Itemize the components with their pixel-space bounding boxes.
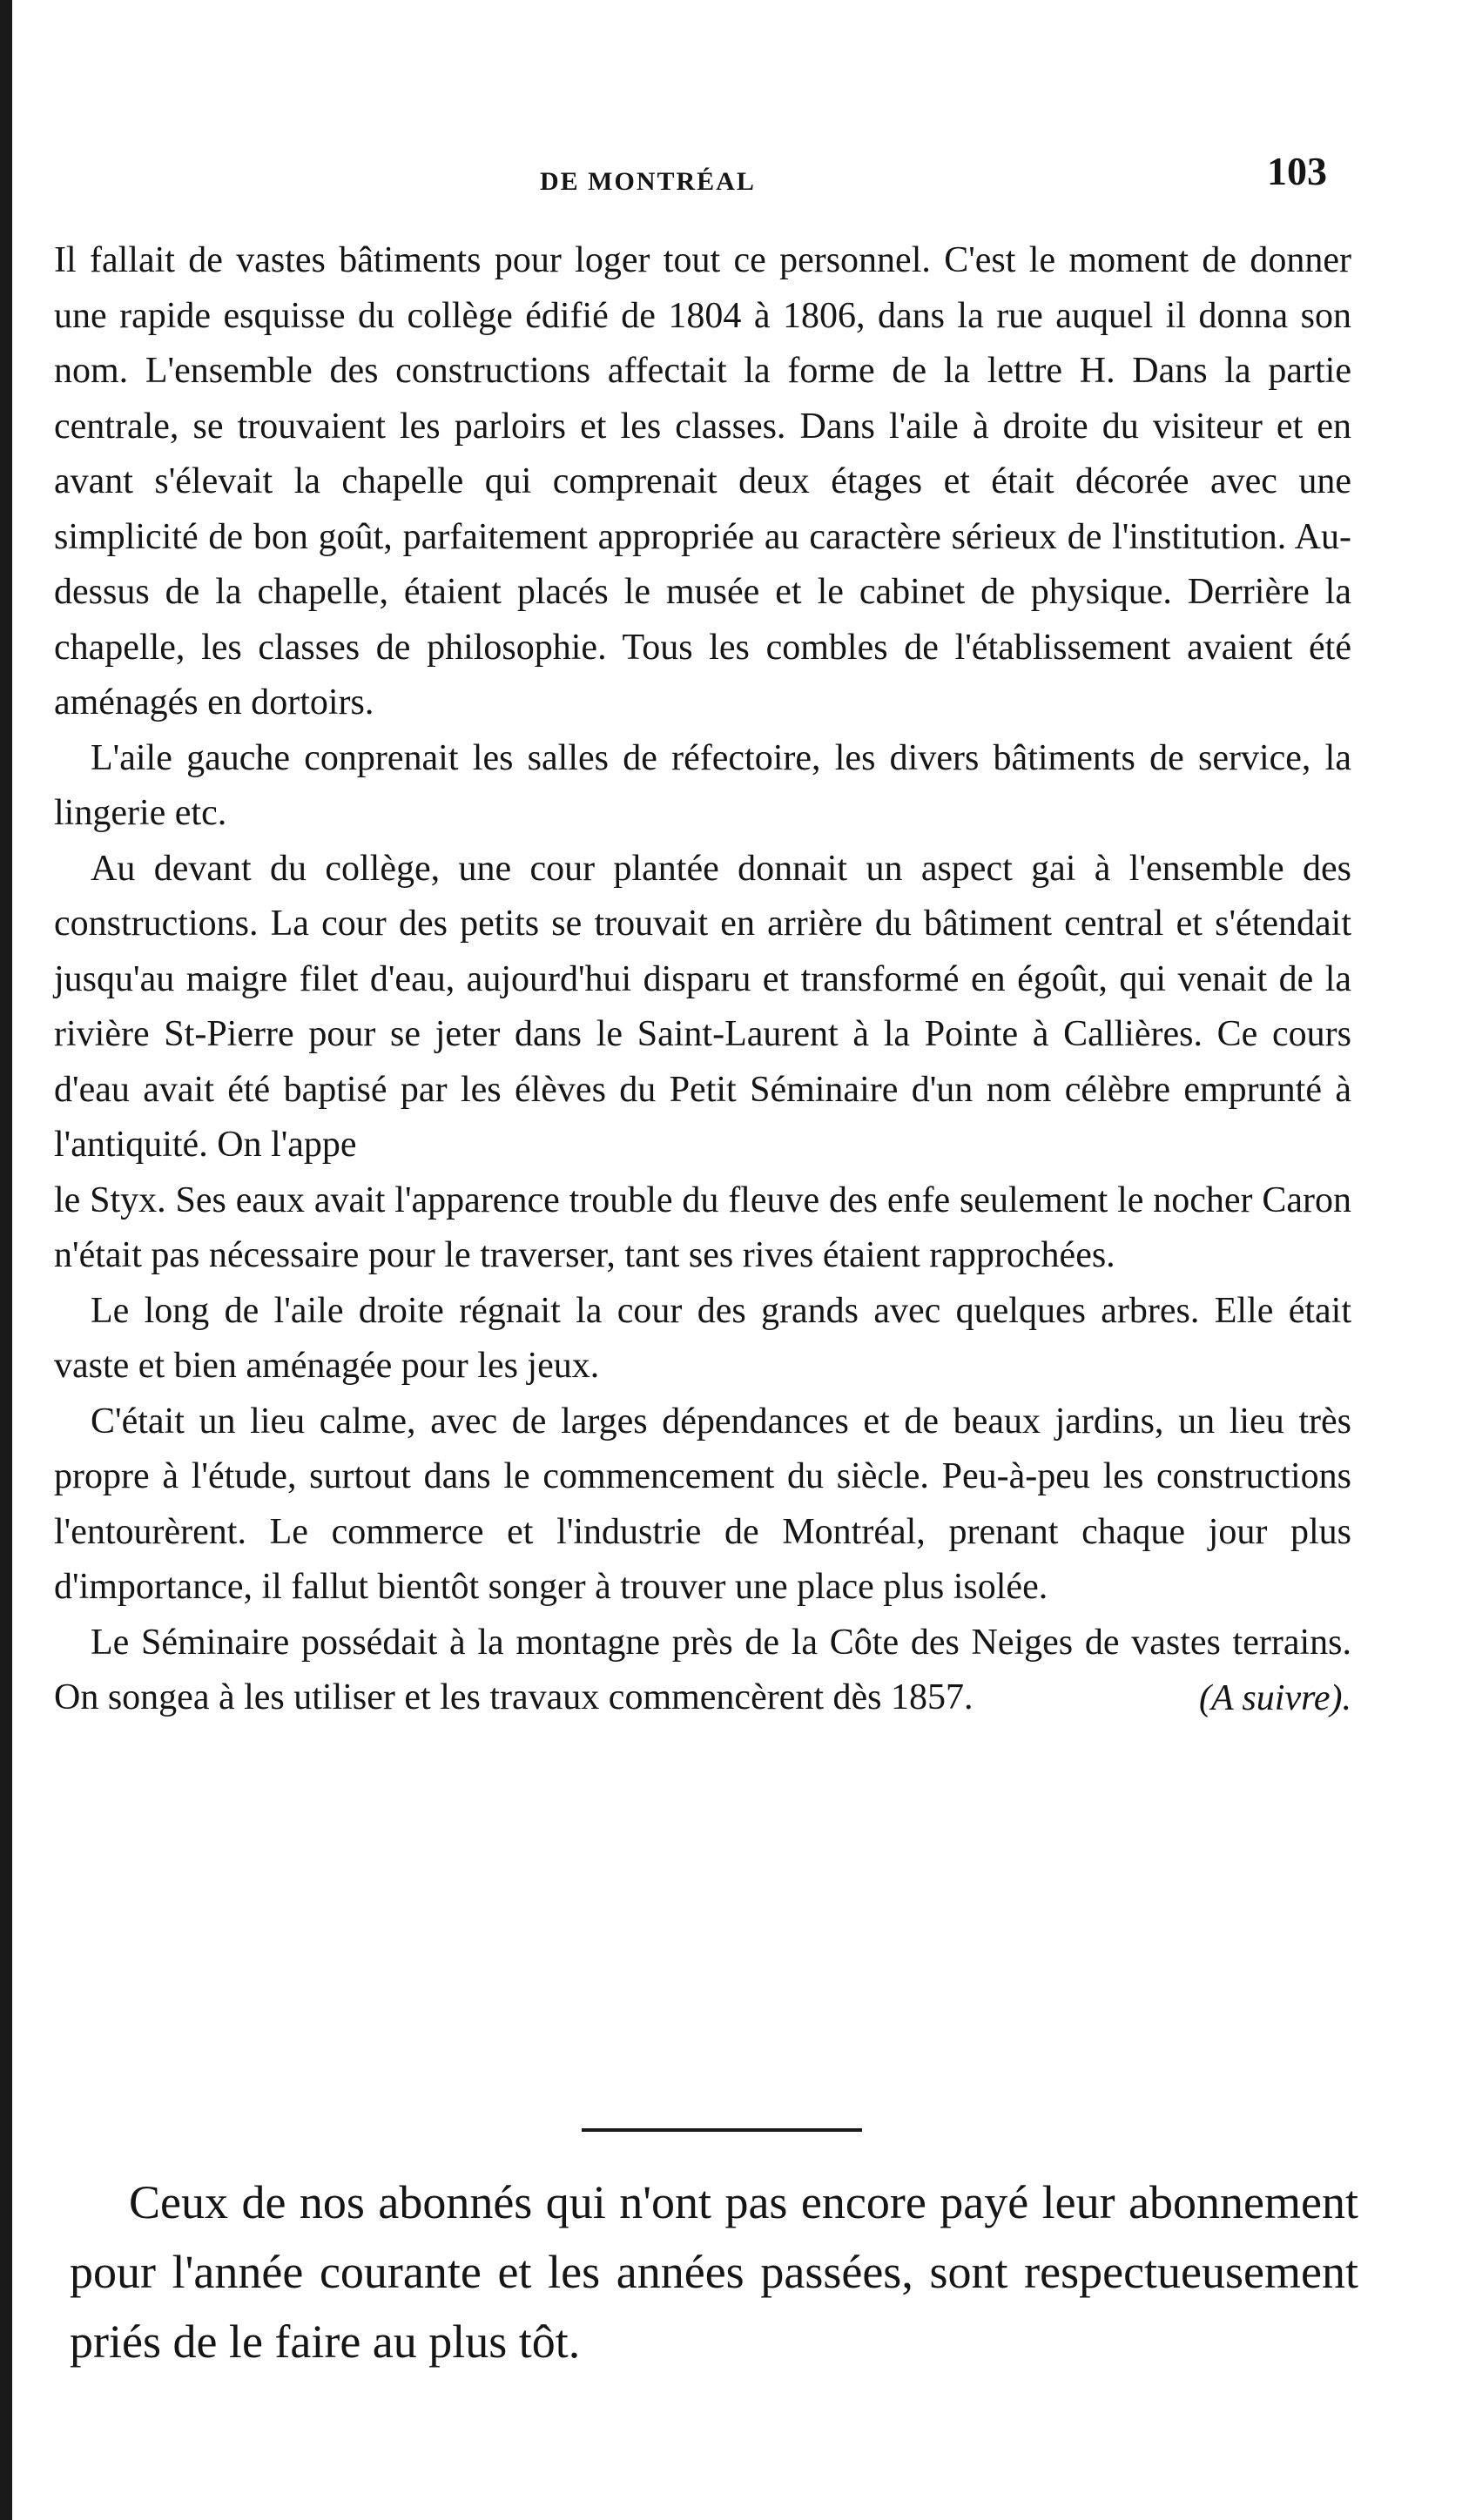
to-be-continued: (A suivre). <box>1199 1677 1351 1718</box>
page-header <box>0 148 1462 209</box>
paragraph-college-description: Il fallait de vastes bâtiments pour loger tout ce personnel. C'est le moment de donner une rapide esquisse du collège édifié de 1804 à 1806, dans la rue auquel il donna son nom. L'ensemble des constructions affectait la forme de la lettre H. Dans la partie centrale, se trouvaient les parloirs et les classes. Dans l'aile à droite du visiteur et en avant s'élevait la chapelle qui comprenait deux étages et était décorée avec une simplicité de bon goût, parfaitement appropriée au caractère sérieux de l'institution. Au-dessus de la chapelle, étaient placés le musée et le cabinet de physique. Derrière la chapelle, les classes de philosophie. Tous les combles de l'établissement avaient été aménagés en dortoirs. <box>54 240 1351 722</box>
page-edge-border <box>0 0 12 2520</box>
page-number: 103 <box>1267 149 1327 193</box>
subscriber-notice: Ceux de nos abonnés qui n'ont pas encore payé leur abonnement pour l'année courante et les années passées, sont respectueusement priés de le faire au plus tôt. <box>70 2176 1358 2368</box>
paragraph-styx: le Styx. Ses eaux avait l'apparence trouble du fleuve des enfe seulement le nocher Caron n'était pas nécessaire pour le traverser, tant ses rives étaient rapprochées. <box>54 1179 1351 1275</box>
section-divider <box>582 2128 862 2132</box>
article-body <box>54 233 1351 1726</box>
paragraph-courtyard: Au devant du collège, une cour plantée donnait un aspect gai à l'ensemble des constructions. La cour des petits se trouvait en arrière du bâtiment central et s'étendait jusqu'au maigre filet d'eau, aujourd'hui disparu et transformé en égoût, qui venait de la rivière St-Pierre pour se jeter dans le Saint-Laurent à la Pointe à Callières. Ce cours d'eau avait été baptisé par les élèves du Petit Séminaire d'un nom célèbre emprunté à l'antiquité. On l'appe <box>54 848 1351 1165</box>
running-title: DE MONTRÉAL <box>540 167 756 196</box>
paragraph-mountain-land: Le Séminaire possédait à la montagne près de la Côte des Neiges de vastes terrains. On songea à les utiliser et les travaux commencèrent dès 1857. <box>54 1622 1351 1717</box>
paragraph-calm-place: C'était un lieu calme, avec de larges dépendances et de beaux jardins, un lieu très propre à l'étude, surtout dans le commencement du siècle. Peu-à-peu les constructions l'entourèrent. Le commerce et l'industrie de Montréal, prenant chaque jour plus d'importance, il fallut bientôt songer à trouver une place plus isolée. <box>54 1401 1351 1607</box>
continuation-row <box>54 1671 1351 1726</box>
paragraph-left-wing: L'aile gauche conprenait les salles de réfectoire, les divers bâtiments de service, la lingerie etc. <box>54 737 1351 833</box>
paragraph-right-wing: Le long de l'aile droite régnait la cour des grands avec quelques arbres. Elle était vaste et bien aménagée pour les jeux. <box>54 1290 1351 1386</box>
